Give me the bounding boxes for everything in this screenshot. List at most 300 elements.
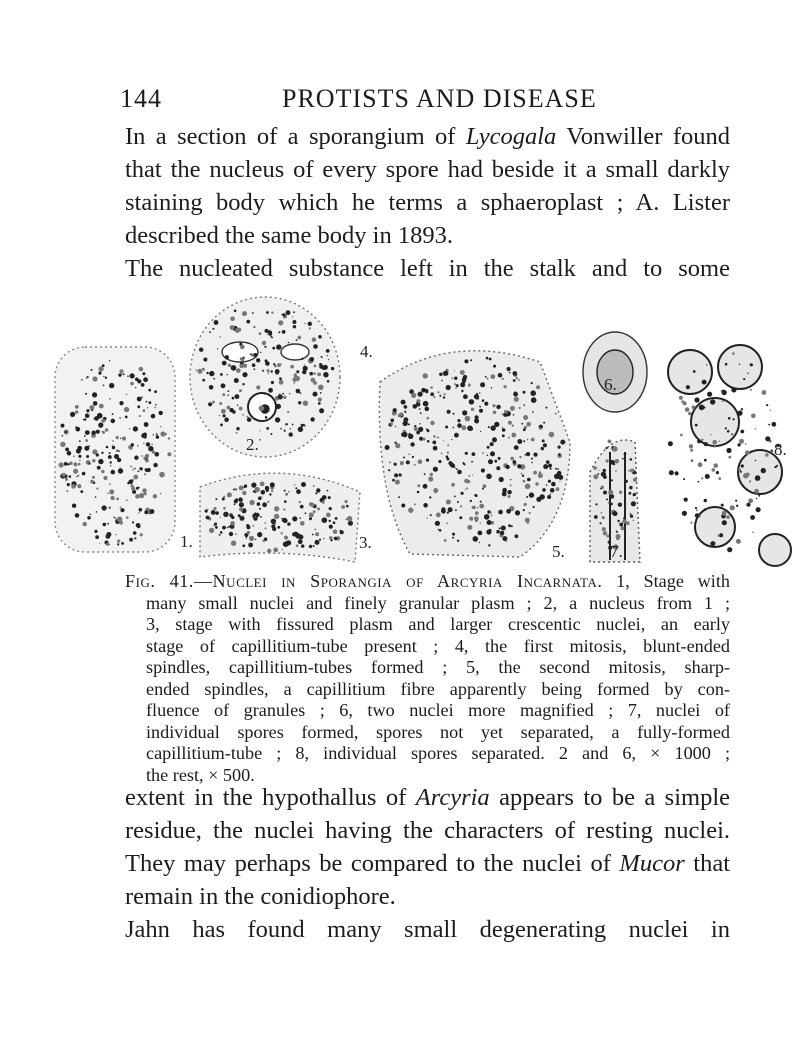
stipple-dot — [102, 431, 104, 433]
stipple-dot — [695, 424, 698, 427]
stipple-dot — [227, 394, 229, 396]
stipple-dot — [690, 449, 693, 452]
stipple-dot — [558, 453, 561, 456]
stipple-dot — [284, 500, 287, 503]
stipple-dot — [265, 527, 267, 529]
text-line: The nucleated substance left in the stalk and to some — [125, 255, 730, 282]
stipple-dot — [127, 375, 129, 377]
stipple-dot — [73, 469, 78, 474]
stipple-dot — [593, 466, 597, 470]
stipple-dot — [619, 491, 622, 494]
stipple-dot — [690, 522, 692, 524]
stipple-dot — [282, 518, 287, 523]
stipple-dot — [736, 539, 741, 544]
stipple-dot — [209, 331, 211, 333]
stipple-dot — [159, 411, 163, 415]
stipple-dot — [328, 496, 331, 499]
stipple-dot — [593, 474, 598, 479]
stipple-dot — [137, 405, 140, 408]
stipple-dot — [550, 468, 552, 470]
stipple-dot — [260, 430, 261, 431]
stipple-dot — [706, 364, 707, 365]
stipple-dot — [679, 396, 683, 400]
stipple-dot — [119, 467, 121, 469]
stipple-dot — [466, 487, 468, 489]
stipple-dot — [437, 391, 439, 393]
stipple-dot — [479, 409, 483, 413]
caption-line: capillitium-tube ; 8, individual spores separated. 2 and 6, × 1000 ; — [146, 743, 730, 763]
stipple-dot — [99, 404, 104, 409]
stipple-dot — [448, 507, 453, 512]
stipple-dot — [214, 320, 219, 325]
stipple-dot — [271, 370, 273, 372]
stipple-dot — [696, 509, 698, 511]
stipple-dot — [282, 393, 284, 395]
stipple-dot — [268, 410, 270, 412]
stipple-dot — [215, 526, 218, 529]
stipple-dot — [479, 542, 480, 543]
stipple-dot — [733, 418, 735, 420]
stipple-dot — [346, 505, 349, 508]
stipple-dot — [285, 493, 288, 496]
stipple-dot — [427, 417, 430, 420]
stipple-dot — [433, 396, 435, 398]
stipple-dot — [131, 487, 135, 491]
stipple-dot — [227, 527, 229, 529]
stipple-dot — [477, 507, 479, 509]
stipple-dot — [264, 346, 266, 348]
stipple-dot — [491, 387, 493, 389]
stipple-dot — [89, 405, 94, 410]
stipple-dot — [536, 385, 540, 389]
stipple-dot — [728, 456, 731, 459]
stipple-dot — [259, 406, 265, 412]
stipple-dot — [312, 337, 317, 342]
stipple-dot — [153, 434, 154, 435]
stipple-dot — [118, 450, 120, 452]
stipple-dot — [551, 482, 556, 487]
stipple-dot — [493, 411, 497, 415]
stipple-dot — [262, 341, 266, 345]
stipple-dot — [485, 376, 487, 378]
stipple-dot — [516, 377, 518, 379]
stipple-dot — [313, 344, 318, 349]
stipple-dot — [242, 491, 246, 495]
stipple-dot — [97, 466, 101, 470]
stipple-dot — [622, 519, 626, 523]
stipple-dot — [255, 487, 260, 492]
stipple-dot — [428, 477, 433, 482]
stipple-dot — [266, 427, 269, 430]
stipple-dot — [309, 517, 312, 520]
stipple-dot — [461, 492, 464, 495]
stipple-dot — [241, 358, 244, 361]
stipple-dot — [468, 383, 471, 386]
stipple-dot — [502, 428, 506, 432]
stipple-dot — [438, 460, 441, 463]
stipple-dot — [747, 372, 749, 374]
stipple-dot — [484, 514, 490, 520]
stipple-dot — [514, 445, 519, 450]
caption-line: fluence of granules ; 6, two nuclei more magnified ; 7, nuclei of — [146, 700, 730, 720]
stipple-dot — [475, 511, 479, 515]
page-number: 144 — [120, 84, 162, 113]
stipple-dot — [712, 440, 717, 445]
stipple-dot — [156, 435, 159, 438]
stipple-dot — [479, 392, 480, 393]
stipple-dot — [240, 516, 245, 521]
stipple-dot — [154, 390, 157, 393]
stipple-dot — [137, 445, 139, 447]
stipple-dot — [698, 481, 700, 483]
stipple-dot — [154, 407, 156, 409]
stipple-dot — [704, 459, 707, 462]
stipple-dot — [126, 500, 127, 501]
stipple-dot — [298, 535, 303, 540]
stipple-dot — [144, 473, 146, 475]
stipple-dot — [479, 406, 481, 408]
paragraph-top — [125, 120, 730, 285]
stipple-dot — [487, 520, 492, 525]
stipple-dot — [457, 470, 462, 475]
stipple-dot — [550, 488, 555, 493]
stipple-dot — [429, 496, 431, 498]
stipple-dot — [610, 503, 613, 506]
stipple-dot — [219, 402, 222, 405]
stipple-dot — [296, 389, 301, 394]
stipple-dot — [292, 377, 297, 382]
stipple-dot — [95, 496, 97, 498]
stipple-dot — [409, 454, 410, 455]
stipple-dot — [134, 456, 138, 460]
stipple-dot — [103, 385, 105, 387]
stipple-dot — [595, 503, 597, 505]
text-line: staining body which he terms a sphaeroplast ; A. Lister — [125, 189, 730, 216]
stipple-dot — [427, 517, 428, 518]
stipple-dot — [255, 513, 259, 517]
figure-label-1: 1. — [180, 532, 193, 551]
figure-41-illustration — [50, 292, 795, 574]
stipple-dot — [236, 432, 238, 434]
stipple-dot — [430, 473, 433, 476]
stipple-dot — [242, 383, 244, 385]
stipple-dot — [83, 522, 87, 526]
stipple-dot — [294, 484, 296, 486]
stipple-dot — [731, 387, 736, 392]
stipple-dot — [315, 529, 316, 530]
stipple-dot — [515, 510, 520, 515]
stipple-dot — [555, 468, 557, 470]
stipple-dot — [207, 509, 208, 510]
stipple-dot — [462, 425, 467, 430]
stipple-dot — [768, 424, 770, 426]
stipple-dot — [297, 336, 301, 340]
stipple-dot — [498, 457, 501, 460]
stipple-dot — [214, 523, 217, 526]
stipple-dot — [761, 468, 766, 473]
stipple-dot — [543, 422, 545, 424]
stipple-dot — [633, 520, 634, 521]
stipple-dot — [312, 534, 314, 536]
caption-line: spindles, capillitium-tubes formed ; 5, the second mitosis, sharp- — [146, 657, 730, 677]
stipple-dot — [75, 513, 80, 518]
stipple-dot — [318, 402, 321, 405]
stipple-dot — [284, 536, 288, 540]
stipple-dot — [111, 419, 116, 424]
stipple-dot — [329, 536, 333, 540]
stipple-dot — [699, 516, 701, 518]
stipple-dot — [333, 529, 338, 534]
stipple-dot — [239, 502, 244, 507]
stipple-dot — [762, 390, 767, 395]
stipple-dot — [270, 336, 272, 338]
stipple-dot — [143, 377, 148, 382]
stipple-dot — [318, 385, 324, 391]
stipple-dot — [234, 499, 238, 503]
stipple-dot — [738, 468, 741, 471]
stipple-dot — [85, 439, 88, 442]
stipple-dot — [491, 515, 493, 517]
stipple-dot — [88, 463, 90, 465]
stipple-dot — [107, 523, 109, 525]
stipple-dot — [85, 393, 87, 395]
stipple-dot — [423, 401, 429, 407]
stipple-dot — [239, 364, 243, 368]
stipple-dot — [138, 512, 140, 514]
stipple-dot — [737, 411, 742, 416]
stipple-dot — [701, 439, 703, 441]
stipple-dot — [523, 391, 526, 394]
stipple-dot — [76, 427, 81, 432]
stipple-dot — [597, 473, 599, 475]
stipple-dot — [682, 511, 687, 516]
stipple-dot — [749, 480, 751, 482]
stipple-dot — [454, 377, 457, 380]
stipple-dot — [80, 490, 83, 493]
stipple-dot — [751, 414, 756, 419]
stipple-dot — [525, 518, 530, 523]
stipple-dot — [224, 417, 229, 422]
stipple-dot — [403, 457, 405, 459]
stipple-dot — [480, 431, 481, 432]
stipple-dot — [489, 358, 492, 361]
stipple-dot — [77, 446, 82, 451]
stipple-dot — [274, 514, 279, 519]
stipple-dot — [213, 378, 215, 380]
stipple-dot — [395, 426, 397, 428]
stipple-dot — [750, 515, 755, 520]
stipple-dot — [313, 545, 315, 547]
stipple-dot — [222, 498, 225, 501]
stipple-dot — [393, 408, 397, 412]
figure-caption — [125, 571, 730, 786]
stipple-dot — [119, 401, 123, 405]
stipple-dot — [487, 446, 490, 449]
stipple-dot — [150, 509, 155, 514]
stipple-dot — [488, 426, 490, 428]
stipple-dot — [79, 460, 80, 461]
stipple-dot — [217, 348, 218, 349]
stipple-dot — [461, 390, 463, 392]
stipple-dot — [731, 433, 733, 435]
stipple-dot — [718, 535, 720, 537]
stipple-dot — [480, 382, 485, 387]
stipple-dot — [756, 498, 758, 500]
stipple-dot — [239, 407, 243, 411]
stipple-dot — [133, 531, 137, 535]
stipple-dot — [290, 365, 294, 369]
stipple-dot — [228, 390, 230, 392]
stipple-dot — [237, 328, 241, 332]
stipple-dot — [331, 367, 334, 370]
stipple-dot — [96, 430, 100, 434]
stipple-dot — [513, 392, 518, 397]
stipple-dot — [541, 447, 544, 450]
stipple-dot — [155, 452, 160, 457]
stipple-dot — [748, 498, 753, 503]
stipple-dot — [529, 512, 531, 514]
stipple-dot — [704, 508, 707, 511]
stipple-dot — [404, 417, 409, 422]
stipple-dot — [165, 433, 167, 435]
stipple-dot — [594, 515, 598, 519]
stipple-dot — [61, 424, 65, 428]
stipple-dot — [697, 439, 701, 443]
stipple-dot — [256, 358, 260, 362]
stipple-dot — [683, 401, 687, 405]
stipple-dot — [482, 488, 484, 490]
stipple-dot — [622, 458, 624, 460]
stipple-dot — [209, 385, 214, 390]
stipple-dot — [530, 390, 536, 396]
stipple-dot — [228, 364, 231, 367]
stipple-dot — [69, 462, 72, 465]
stipple-dot — [446, 522, 448, 524]
stipple-dot — [669, 470, 674, 475]
stipple-dot — [406, 460, 410, 464]
stipple-dot — [151, 414, 156, 419]
stipple-dot — [149, 401, 152, 404]
stipple-dot — [529, 492, 534, 497]
stipple-dot — [474, 516, 479, 521]
stipple-dot — [456, 468, 458, 470]
stipple-dot — [465, 489, 466, 490]
stipple-dot — [401, 432, 406, 437]
sporangia-drawing — [55, 297, 791, 566]
caption-line: many small nuclei and finely granular plasm ; 2, a nucleus from 1 ; — [146, 592, 730, 613]
stipple-dot — [253, 326, 255, 328]
stipple-dot — [96, 488, 98, 490]
stipple-dot — [234, 378, 239, 383]
stipple-dot — [299, 517, 301, 519]
stipple-dot — [86, 377, 88, 379]
stipple-dot — [212, 328, 214, 330]
stipple-dot — [439, 373, 442, 376]
stipple-dot — [310, 503, 314, 507]
stipple-dot — [288, 491, 290, 493]
stipple-dot — [67, 451, 72, 456]
stipple-dot — [301, 482, 306, 487]
stipple-dot — [246, 320, 250, 324]
stipple-dot — [511, 433, 516, 438]
stipple-dot — [425, 390, 428, 393]
stipple-dot — [629, 492, 632, 495]
stipple-dot — [433, 467, 438, 472]
stipple-dot — [230, 317, 235, 322]
stipple-dot — [113, 517, 115, 519]
stipple-dot — [129, 480, 134, 485]
stipple-dot — [125, 416, 128, 419]
stipple-dot — [145, 468, 148, 471]
stipple-dot — [309, 513, 314, 518]
stipple-dot — [137, 379, 141, 383]
stipple-dot — [103, 476, 107, 480]
caption-line: individual spores formed, spores not yet separated, a fully-formed — [146, 721, 730, 742]
stipple-dot — [236, 368, 241, 373]
stipple-dot — [134, 468, 136, 470]
stipple-dot — [542, 439, 545, 442]
stipple-dot — [464, 359, 468, 363]
stipple-dot — [109, 452, 111, 454]
stipple-dot — [603, 531, 607, 535]
stipple-dot — [205, 509, 208, 512]
text-line: extent in the hypothallus of Arcyria appears to be a simple — [125, 784, 731, 811]
stipple-dot — [142, 372, 145, 375]
stipple-dot — [132, 521, 134, 523]
stipple-dot — [234, 503, 236, 505]
stipple-dot — [695, 513, 700, 518]
stipple-dot — [246, 525, 250, 529]
stipple-dot — [457, 423, 462, 428]
stipple-dot — [441, 509, 446, 514]
stipple-dot — [106, 446, 109, 449]
stipple-dot — [545, 407, 547, 409]
stipple-dot — [487, 455, 489, 457]
stipple-dot — [112, 440, 114, 442]
stipple-dot — [455, 467, 456, 468]
stipple-dot — [511, 525, 513, 527]
stipple-dot — [101, 462, 103, 464]
stipple-dot — [401, 504, 405, 508]
stipple-dot — [112, 413, 114, 415]
stipple-dot — [755, 475, 761, 481]
figure-label-7: 7. — [610, 542, 623, 561]
stipple-dot — [62, 473, 66, 477]
stipple-dot — [293, 325, 296, 328]
stipple-dot — [741, 408, 743, 410]
stipple-dot — [462, 410, 467, 415]
stipple-dot — [244, 484, 247, 487]
stipple-dot — [277, 526, 280, 529]
stipple-dot — [462, 377, 467, 382]
stipple-dot — [286, 540, 291, 545]
stipple-dot — [347, 516, 352, 521]
stipple-dot — [542, 488, 546, 492]
stipple-dot — [496, 530, 500, 534]
stipple-dot — [419, 423, 420, 424]
stipple-dot — [222, 393, 225, 396]
stipple-dot — [414, 425, 416, 427]
stipple-dot — [101, 470, 104, 473]
stipple-dot — [271, 490, 273, 492]
stipple-dot — [439, 395, 441, 397]
stipple-dot — [65, 431, 67, 433]
stipple-dot — [598, 470, 599, 471]
stipple-dot — [75, 410, 78, 413]
stipple-dot — [78, 463, 81, 466]
stipple-dot — [755, 460, 756, 461]
stipple-dot — [202, 379, 205, 382]
